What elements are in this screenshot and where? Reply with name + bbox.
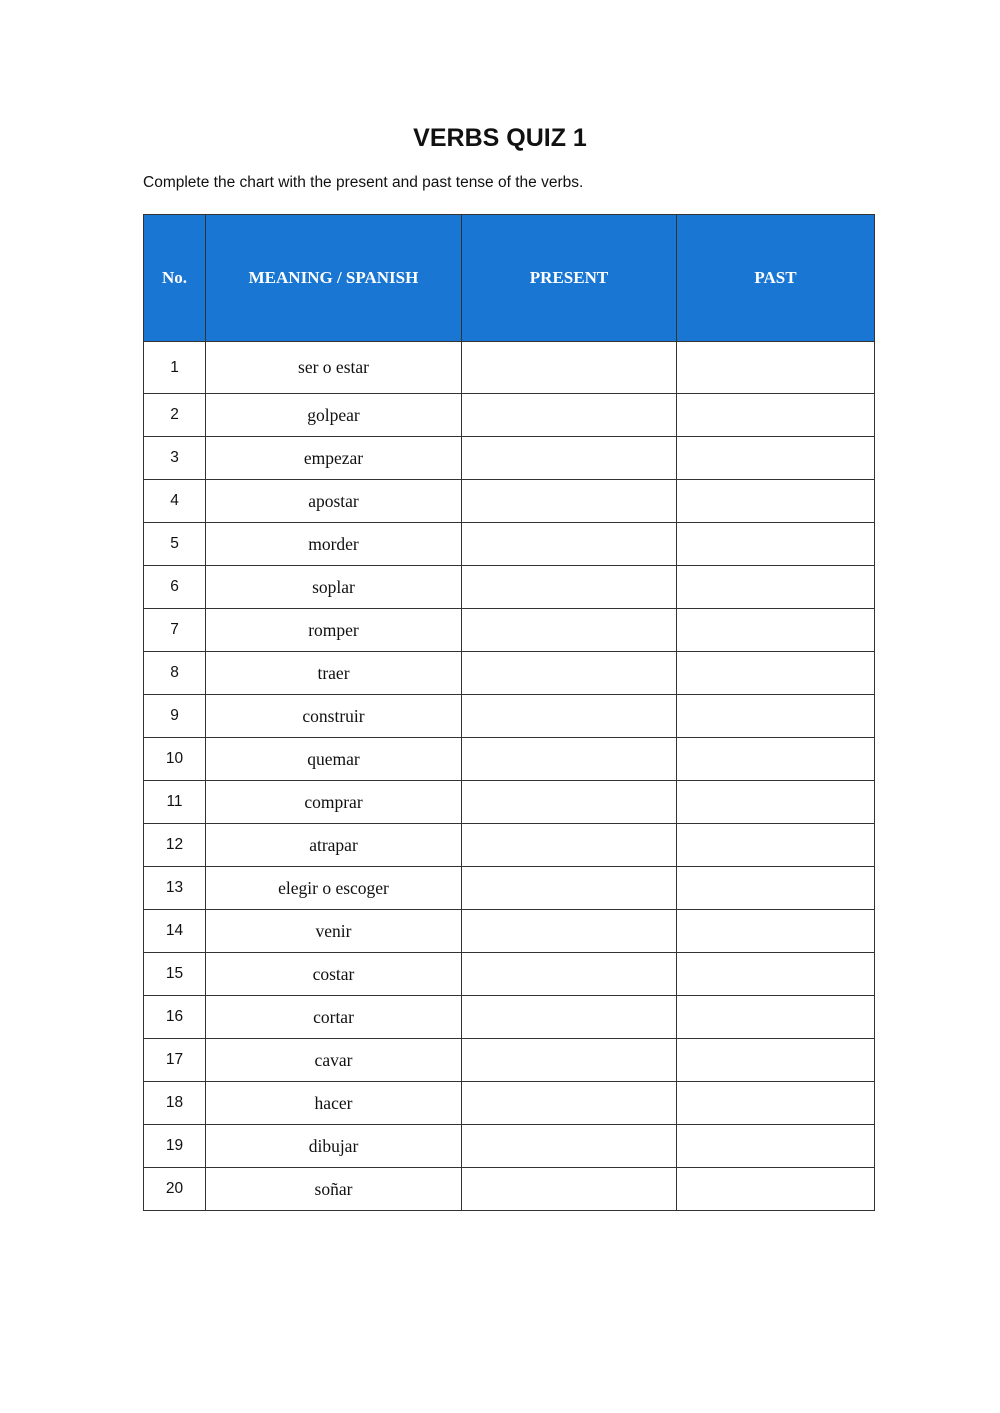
present-answer-cell[interactable] — [462, 437, 677, 480]
table-row — [144, 824, 875, 867]
spanish-meaning: atrapar — [206, 824, 462, 867]
spanish-meaning: elegir o escoger — [206, 867, 462, 910]
present-answer-cell[interactable] — [462, 342, 677, 394]
row-number: 12 — [144, 824, 206, 867]
past-answer-cell[interactable] — [677, 953, 875, 996]
row-number: 7 — [144, 609, 206, 652]
table-row — [144, 342, 875, 394]
past-answer-cell[interactable] — [677, 738, 875, 781]
present-answer-cell[interactable] — [462, 1125, 677, 1168]
row-number: 8 — [144, 652, 206, 695]
spanish-meaning: cortar — [206, 996, 462, 1039]
present-answer-cell[interactable] — [462, 652, 677, 695]
present-answer-cell[interactable] — [462, 824, 677, 867]
past-answer-cell[interactable] — [677, 695, 875, 738]
table-header-row — [144, 215, 875, 342]
row-number: 18 — [144, 1082, 206, 1125]
past-answer-cell[interactable] — [677, 652, 875, 695]
spanish-meaning: ser o estar — [206, 342, 462, 394]
spanish-meaning: quemar — [206, 738, 462, 781]
row-number: 1 — [144, 342, 206, 394]
table-row — [144, 1125, 875, 1168]
table-row — [144, 1168, 875, 1211]
past-answer-cell[interactable] — [677, 1039, 875, 1082]
past-answer-cell[interactable] — [677, 342, 875, 394]
table-row — [144, 867, 875, 910]
present-answer-cell[interactable] — [462, 523, 677, 566]
present-answer-cell[interactable] — [462, 996, 677, 1039]
past-answer-cell[interactable] — [677, 824, 875, 867]
spanish-meaning: soplar — [206, 566, 462, 609]
spanish-meaning: soñar — [206, 1168, 462, 1211]
table-row — [144, 566, 875, 609]
row-number: 2 — [144, 394, 206, 437]
spanish-meaning: venir — [206, 910, 462, 953]
row-number: 19 — [144, 1125, 206, 1168]
past-answer-cell[interactable] — [677, 781, 875, 824]
spanish-meaning: romper — [206, 609, 462, 652]
present-answer-cell[interactable] — [462, 480, 677, 523]
past-answer-cell[interactable] — [677, 480, 875, 523]
spanish-meaning: construir — [206, 695, 462, 738]
past-answer-cell[interactable] — [677, 910, 875, 953]
table-row — [144, 652, 875, 695]
row-number: 5 — [144, 523, 206, 566]
row-number: 13 — [144, 867, 206, 910]
spanish-meaning: empezar — [206, 437, 462, 480]
row-number: 11 — [144, 781, 206, 824]
present-answer-cell[interactable] — [462, 609, 677, 652]
present-answer-cell[interactable] — [462, 953, 677, 996]
past-answer-cell[interactable] — [677, 1082, 875, 1125]
table-row — [144, 996, 875, 1039]
present-answer-cell[interactable] — [462, 695, 677, 738]
spanish-meaning: golpear — [206, 394, 462, 437]
past-answer-cell[interactable] — [677, 867, 875, 910]
present-answer-cell[interactable] — [462, 566, 677, 609]
table-row — [144, 523, 875, 566]
spanish-meaning: cavar — [206, 1039, 462, 1082]
spanish-meaning: traer — [206, 652, 462, 695]
present-answer-cell[interactable] — [462, 738, 677, 781]
present-answer-cell[interactable] — [462, 1168, 677, 1211]
row-number: 10 — [144, 738, 206, 781]
spanish-meaning: morder — [206, 523, 462, 566]
verbs-table — [143, 214, 875, 1211]
row-number: 6 — [144, 566, 206, 609]
table-row — [144, 781, 875, 824]
past-answer-cell[interactable] — [677, 394, 875, 437]
present-answer-cell[interactable] — [462, 1082, 677, 1125]
present-answer-cell[interactable] — [462, 394, 677, 437]
past-answer-cell[interactable] — [677, 566, 875, 609]
spanish-meaning: comprar — [206, 781, 462, 824]
row-number: 17 — [144, 1039, 206, 1082]
table-row — [144, 1039, 875, 1082]
table-row — [144, 437, 875, 480]
header-present: PRESENT — [462, 215, 677, 342]
header-past: PAST — [677, 215, 875, 342]
spanish-meaning: costar — [206, 953, 462, 996]
page-title: VERBS QUIZ 1 — [413, 124, 587, 152]
past-answer-cell[interactable] — [677, 996, 875, 1039]
table-body — [144, 342, 875, 1211]
past-answer-cell[interactable] — [677, 1125, 875, 1168]
spanish-meaning: hacer — [206, 1082, 462, 1125]
table-row — [144, 480, 875, 523]
past-answer-cell[interactable] — [677, 1168, 875, 1211]
present-answer-cell[interactable] — [462, 781, 677, 824]
present-answer-cell[interactable] — [462, 1039, 677, 1082]
header-meaning: MEANING / SPANISH — [206, 215, 462, 342]
header-no: No. — [144, 215, 206, 342]
present-answer-cell[interactable] — [462, 910, 677, 953]
row-number: 3 — [144, 437, 206, 480]
instructions-text: Complete the chart with the present and past tense of the verbs. — [143, 174, 584, 191]
row-number: 14 — [144, 910, 206, 953]
row-number: 15 — [144, 953, 206, 996]
present-answer-cell[interactable] — [462, 867, 677, 910]
table-row — [144, 953, 875, 996]
row-number: 9 — [144, 695, 206, 738]
row-number: 20 — [144, 1168, 206, 1211]
table-row — [144, 1082, 875, 1125]
table-row — [144, 394, 875, 437]
table-row — [144, 609, 875, 652]
table-row — [144, 695, 875, 738]
table-row — [144, 910, 875, 953]
row-number: 16 — [144, 996, 206, 1039]
past-answer-cell[interactable] — [677, 523, 875, 566]
table-row — [144, 738, 875, 781]
spanish-meaning: apostar — [206, 480, 462, 523]
past-answer-cell[interactable] — [677, 437, 875, 480]
row-number: 4 — [144, 480, 206, 523]
past-answer-cell[interactable] — [677, 609, 875, 652]
spanish-meaning: dibujar — [206, 1125, 462, 1168]
